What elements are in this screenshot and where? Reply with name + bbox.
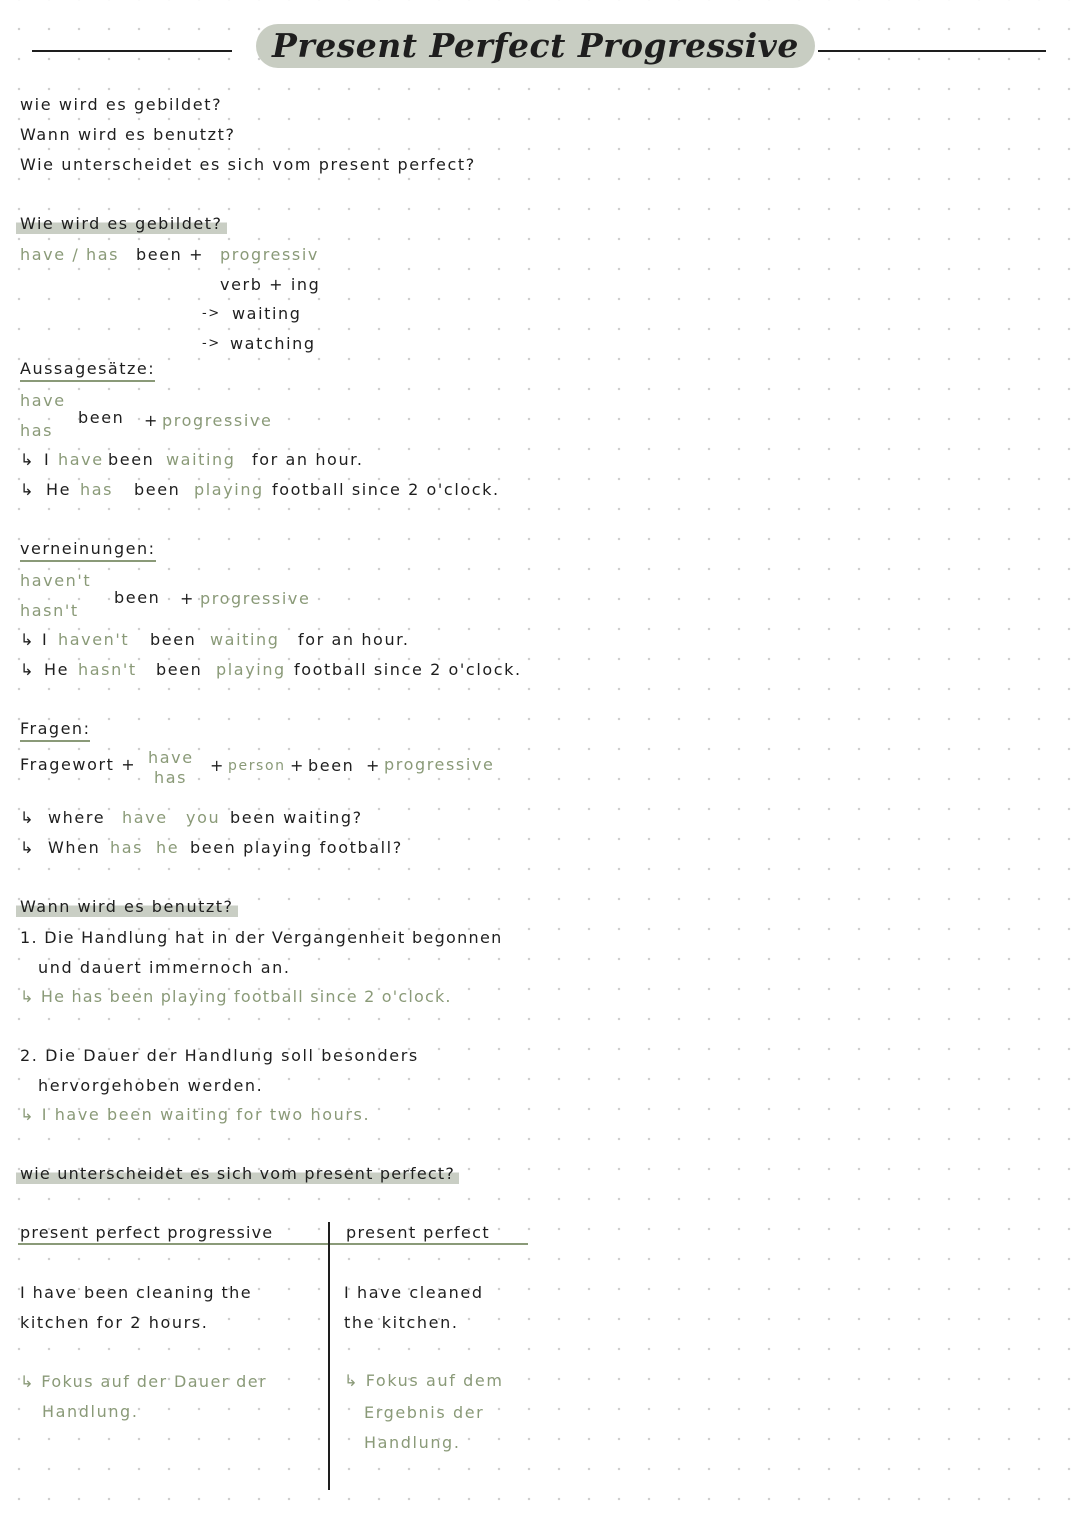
formation-verb-ing: verb + ing [220, 275, 321, 294]
questions-has: has [154, 768, 188, 787]
negations-example-2-aux: hasn't [78, 660, 137, 679]
usage-point-1-example: ↳ He has been playing football since 2 o'clock. [20, 987, 452, 1006]
comparison-column-divider [328, 1222, 330, 1490]
questions-plus-1: + [210, 756, 226, 775]
questions-plus-3: + [366, 756, 382, 775]
title-rule-right [818, 50, 1046, 52]
statements-has: has [20, 421, 54, 440]
formation-been-plus: been + [136, 245, 205, 264]
statements-formula-plus: + [144, 411, 160, 430]
negations-example-1-subject: I [42, 630, 49, 649]
formation-arrow-1: -> [202, 306, 221, 321]
usage-point-1-line-2: und dauert immernoch an. [38, 958, 291, 977]
comparison-right-example-line-2: the kitchen. [344, 1313, 459, 1332]
negations-formula-plus: + [180, 589, 196, 608]
comparison-right-focus-line-3: Handlung. [364, 1433, 461, 1452]
comparison-left-example-line-2: kitchen for 2 hours. [20, 1313, 209, 1332]
comparison-column-right-header: present perfect [346, 1223, 491, 1242]
questions-example-2-aux: has [110, 838, 144, 857]
questions-example-1-subject: you [186, 808, 221, 827]
usage-point-2-line-1: 2. Die Dauer der Handlung soll besonders [20, 1046, 419, 1065]
questions-have: have [148, 748, 194, 767]
questions-plus-2: + [290, 756, 306, 775]
questions-frage: Fragewort + [20, 755, 137, 774]
intro-question-1: wie wird es gebildet? [20, 95, 223, 114]
formation-have-has: have / has [20, 245, 120, 264]
statements-example-1-been: been [108, 450, 155, 469]
questions-example-1-arrow: ↳ [20, 808, 36, 827]
section-heading-formation: Wie wird es gebildet? [16, 214, 227, 234]
statements-example-2-verb: playing [194, 480, 264, 499]
comparison-right-focus-line-2: Ergebnis der [364, 1403, 485, 1422]
statements-formula-progressive: progressive [162, 411, 273, 430]
usage-point-2-example: ↳ I have been waiting for two hours. [20, 1105, 371, 1124]
negations-havent: haven't [20, 571, 92, 590]
comparison-column-left-header: present perfect progressive [20, 1223, 274, 1242]
questions-example-2-arrow: ↳ [20, 838, 36, 857]
section-heading-negations: verneinungen: [20, 539, 156, 562]
section-heading-usage: Wann wird es benutzt? [16, 897, 238, 917]
intro-question-2: Wann wird es benutzt? [20, 125, 236, 144]
usage-point-1-line-1: 1. Die Handlung hat in der Vergangenheit begonnen [20, 928, 503, 947]
negations-hasnt: hasn't [20, 601, 79, 620]
statements-have: have [20, 391, 66, 410]
negations-example-2-rest: football since 2 o'clock. [294, 660, 522, 679]
negations-example-1-verb: waiting [210, 630, 280, 649]
statements-example-2-rest: football since 2 o'clock. [272, 480, 500, 499]
questions-progressive: progressive [384, 755, 495, 774]
questions-example-2-subject: he [156, 838, 180, 857]
questions-example-1-qword: where [48, 808, 106, 827]
questions-been: been [308, 756, 355, 775]
negations-example-2-arrow: ↳ [20, 660, 36, 679]
formation-example-watching: watching [230, 334, 316, 353]
statements-example-1-subject: I [44, 450, 51, 469]
usage-point-2-line-2: hervorgehoben werden. [38, 1076, 264, 1095]
page-title: Present Perfect Progressive [256, 24, 815, 68]
statements-example-2-arrow: ↳ [20, 480, 36, 499]
section-heading-questions: Fragen: [20, 719, 90, 742]
section-heading-comparison: wie unterscheidet es sich vom present perfect? [16, 1164, 459, 1184]
statements-formula-been: been [78, 408, 125, 427]
negations-example-1-aux: haven't [58, 630, 130, 649]
questions-example-2-rest: been playing football? [190, 838, 403, 857]
statements-example-1-aux: have [58, 450, 104, 469]
negations-example-2-verb: playing [216, 660, 286, 679]
comparison-right-focus-line-1: ↳ Fokus auf dem [344, 1371, 504, 1390]
comparison-left-focus-line-1: ↳ Fokus auf der Dauer der [20, 1372, 267, 1391]
statements-example-2-aux: has [80, 480, 114, 499]
intro-question-3: Wie unterscheidet es sich vom present perfect? [20, 155, 476, 174]
section-heading-statements: Aussagesätze: [20, 359, 155, 382]
negations-example-1-arrow: ↳ [20, 630, 36, 649]
statements-example-1-verb: waiting [166, 450, 236, 469]
comparison-right-example-line-1: I have cleaned [344, 1283, 484, 1302]
comparison-left-example-line-1: I have been cleaning the [20, 1283, 252, 1302]
statements-example-1-arrow: ↳ [20, 450, 36, 469]
statements-example-2-been: been [134, 480, 181, 499]
negations-example-1-rest: for an hour. [298, 630, 410, 649]
negations-example-2-subject: He [44, 660, 70, 679]
comparison-header-underline [18, 1243, 528, 1245]
questions-example-2-qword: When [48, 838, 101, 857]
negations-example-1-been: been [150, 630, 197, 649]
statements-example-2-subject: He [46, 480, 72, 499]
questions-example-1-rest: been waiting? [230, 808, 363, 827]
title-rule-left [32, 50, 232, 52]
negations-formula-progressive: progressive [200, 589, 311, 608]
negations-example-2-been: been [156, 660, 203, 679]
questions-example-1-aux: have [122, 808, 168, 827]
statements-example-1-rest: for an hour. [252, 450, 364, 469]
formation-example-waiting: waiting [232, 304, 302, 323]
comparison-left-focus-line-2: Handlung. [42, 1402, 139, 1421]
questions-person: person [228, 758, 286, 774]
formation-arrow-2: -> [202, 336, 221, 351]
formation-progressiv: progressiv [220, 245, 319, 264]
negations-formula-been: been [114, 588, 161, 607]
